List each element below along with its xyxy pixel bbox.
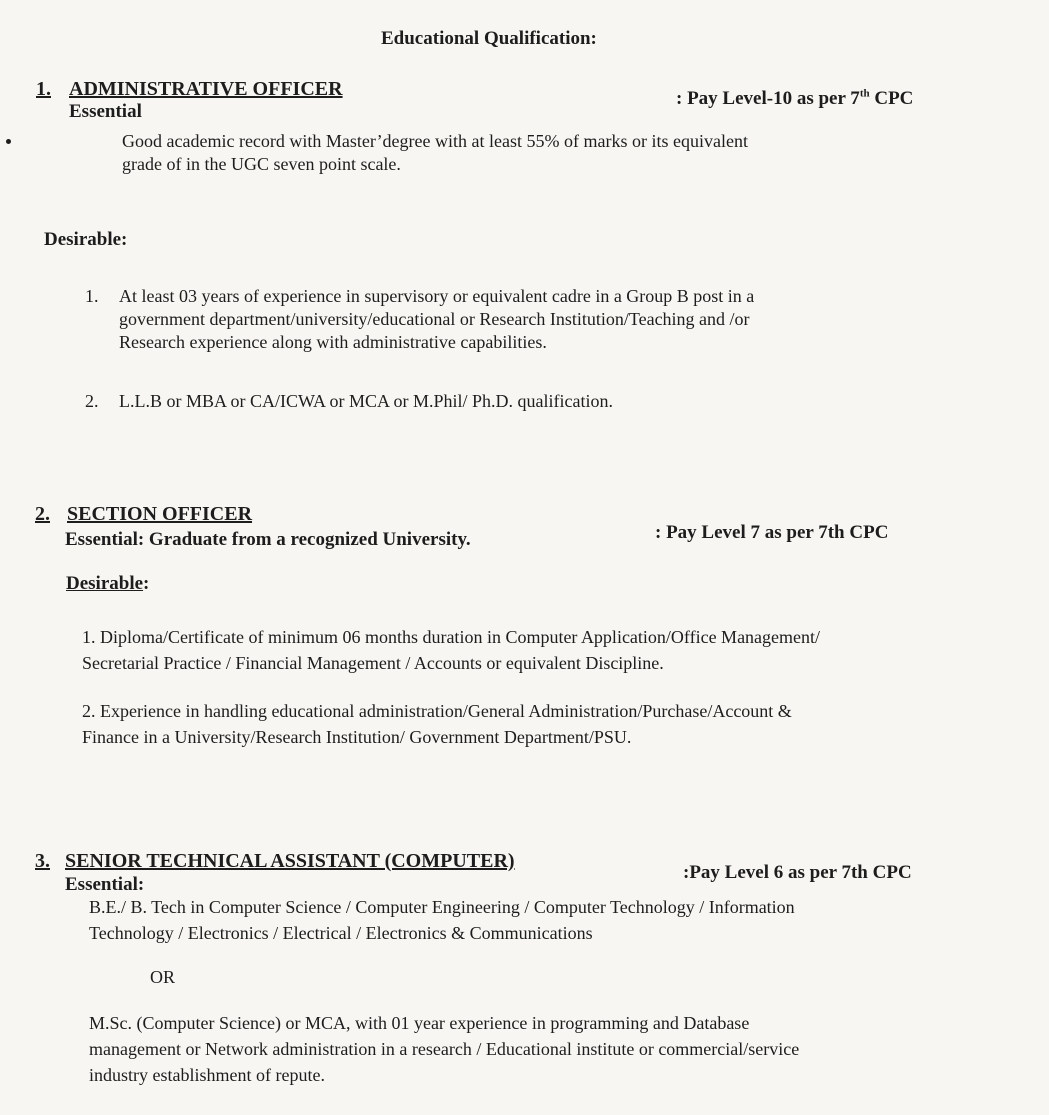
section-2-desirable-1-line-1: 1. Diploma/Certificate of minimum 06 months duration in Computer Application/Office Management/ (82, 627, 821, 647)
section-1-desirable-1-line-1: At least 03 years of experience in supervisory or equivalent cadre in a Group B post in a (119, 286, 755, 306)
section-3-essential-line-2: Technology / Electronics / Electrical / Electronics & Communications (89, 923, 593, 943)
section-3-alt-line-2: management or Network administration in a research / Educational institute or commercial/service (89, 1039, 800, 1059)
section-2-desirable-label: Desirable: (66, 573, 150, 594)
bullet-icon (6, 139, 11, 144)
section-3-or: OR (150, 967, 176, 987)
section-1-title: ADMINISTRATIVE OFFICER (69, 78, 343, 100)
section-2-desirable-2-line-1: 2. Experience in handling educational administration/General Administration/Purchase/Account & (82, 701, 792, 721)
section-2-pay-level: : Pay Level 7 as per 7th CPC (655, 522, 889, 543)
section-3-alt-line-3: industry establishment of repute. (89, 1065, 325, 1085)
section-3-number: 3. (35, 850, 50, 872)
section-2-desirable-1-line-2: Secretarial Practice / Financial Management / Accounts or equivalent Discipline. (82, 653, 664, 673)
section-3-essential-line-1: B.E./ B. Tech in Computer Science / Computer Engineering / Computer Technology / Information (89, 897, 795, 917)
page-heading: Educational Qualification: (381, 28, 597, 49)
section-1-number: 1. (36, 78, 51, 100)
section-1-pay-level: : Pay Level-10 as per 7th CPC (676, 87, 914, 109)
section-1-desirable-1-line-3: Research experience along with administrative capabilities. (119, 332, 547, 352)
section-3-alt-line-1: M.Sc. (Computer Science) or MCA, with 01 year experience in programming and Database (89, 1013, 750, 1033)
section-1-desirable-2-number: 2. (85, 391, 99, 411)
section-1-desirable-1-number: 1. (85, 286, 99, 306)
section-2-number: 2. (35, 503, 50, 525)
section-2-essential: Essential: Graduate from a recognized University. (65, 529, 471, 550)
section-3-essential-label: Essential: (65, 874, 145, 895)
section-2-title: SECTION OFFICER (67, 503, 253, 525)
section-3-title: SENIOR TECHNICAL ASSISTANT (COMPUTER) (65, 850, 515, 872)
section-2-desirable-2-line-2: Finance in a University/Research Institution/ Government Department/PSU. (82, 727, 632, 747)
section-1-desirable-label: Desirable: (44, 229, 128, 250)
section-3-pay-level: :Pay Level 6 as per 7th CPC (683, 862, 912, 883)
section-1-essential-line-1: Good academic record with Master’degree with at least 55% of marks or its equivalent (122, 131, 748, 151)
section-1-essential-line-2: grade of in the UGC seven point scale. (122, 154, 401, 174)
section-1-desirable-1-line-2: government department/university/educational or Research Institution/Teaching and /or (119, 309, 750, 329)
section-1-essential-label: Essential (69, 101, 142, 122)
section-1-desirable-2-line-1: L.L.B or MBA or CA/ICWA or MCA or M.Phil/ Ph.D. qualification. (119, 391, 614, 411)
